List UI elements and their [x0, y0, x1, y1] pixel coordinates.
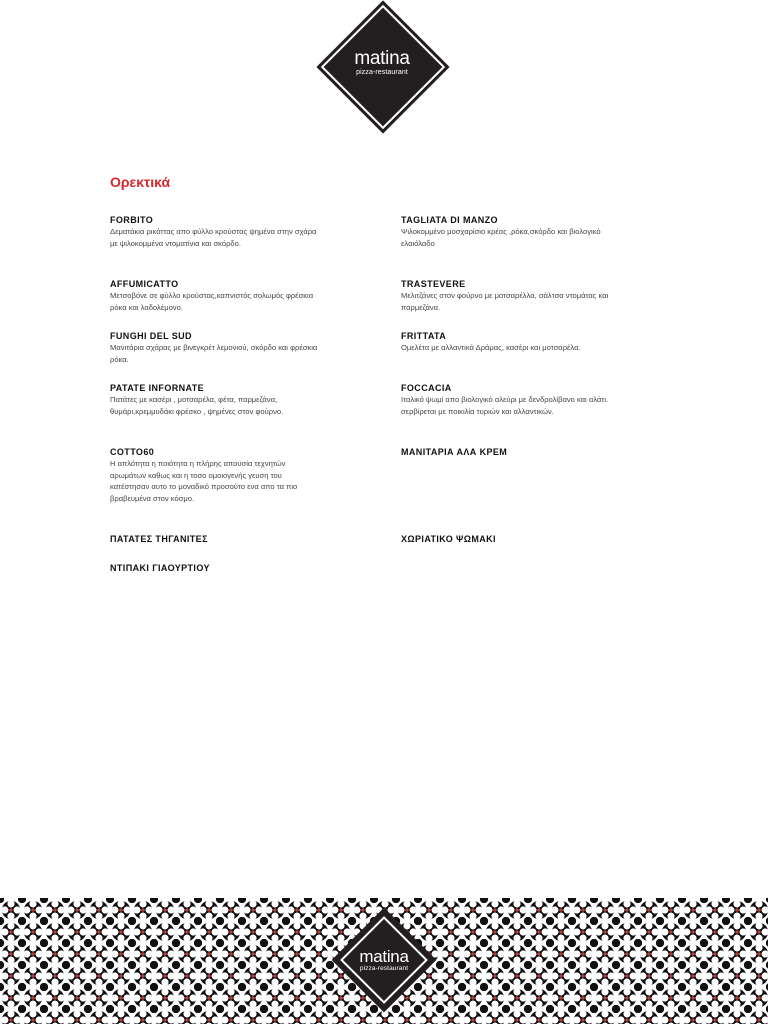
menu-item-forbito [110, 214, 320, 249]
menu-item-patates-tiganites [110, 533, 320, 545]
menu-item-affumicatto [110, 278, 320, 313]
menu-item-description: Μελιτζάνες στον φούρνο με μοτσαρέλλα, σάλτσα ντομάτας και παρμεζάνα. [401, 291, 609, 312]
menu-item-cotto60 [110, 446, 320, 504]
menu-item-name: FOCCACIA [401, 383, 452, 393]
menu-item-tagliata [401, 214, 611, 249]
menu-item-foccacia [401, 382, 611, 417]
menu-item-description: Ψιλοκομμένο μοσχαρίσιο κρέας ,ρόκα,σκόρδο και βιολογικό ελαιόλαδο [401, 227, 601, 248]
menu-item-description: Η απλότητα η ποιότητα η πλήρης απουσία τεχνητών αρωμάτων καθως και η τοσο ομοιογενής γευση του κατέστησαν αυτο το μοναδικό προσούτο ενα απο τα πιο βραβευμένα στον κόσμο. [110, 459, 298, 503]
menu-item-name: TRASTEVERE [401, 279, 466, 289]
menu-item-patate-infornate [110, 382, 320, 417]
logo-name: matina [354, 48, 410, 69]
logo-text [330, 50, 434, 77]
menu-item-description: Πατάτες με κασέρι , μοτσαρέλα, φέτα, παρμεζάνα, θυμάρι,κρεμμυδάκι φρέσκο , ψημένες στον φούρνο. [110, 395, 284, 416]
menu-item-name: PATATE INFORNATE [110, 383, 205, 393]
menu-item-description: Μετσοβόνε σε φύλλο κρούστας,καπνιστός σολωμός φρέσκια ρόκα και λαδολέμονο. [110, 291, 314, 312]
footer-logo-tagline: pizza-restaurant [359, 965, 409, 972]
logo-tagline: pizza-restaurant [356, 69, 408, 76]
menu-item-trastevere [401, 278, 611, 313]
menu-item-name: ΜΑΝΙΤΑΡΙΑ ΑΛΑ ΚΡΕΜ [401, 447, 508, 457]
menu-item-name: TAGLIATA DI MANZO [401, 215, 498, 225]
menu-item-ntipaki-giaourtiou [110, 562, 320, 574]
menu-item-funghi [110, 330, 320, 365]
menu-item-name: FORBITO [110, 215, 154, 225]
section-title: Ορεκτικά [110, 174, 171, 190]
menu-item-description: Δεματάκια ρικόττας απο φύλλο κρούστας ψημένα στην σχάρα με ψιλοκομμένα ντοματίνια και σκόρδο. [110, 227, 317, 248]
menu-item-name: ΝΤΙΠΑΚΙ ΓΙΑΟΥΡΤΙΟΥ [110, 563, 210, 573]
menu-item-name: AFFUMICATTO [110, 279, 179, 289]
menu-item-frittata [401, 330, 611, 354]
menu-item-description: Ομελέτα με αλλαντικά Δράμας, κασέρι και μοτσαρέλα. [401, 343, 581, 352]
menu-item-name: FUNGHI DEL SUD [110, 331, 192, 341]
menu-item-name: FRITTATA [401, 331, 447, 341]
menu-item-choriatiko-psomaki [401, 533, 611, 545]
menu-item-description: Ιταλικό ψωμί απο βιολογικό αλεύρι με δενδρολίβανο και αλάτι. σερβίρεται με ποικιλία τυριών και αλλαντικών. [401, 395, 609, 416]
footer-logo-name: matina [359, 947, 409, 966]
menu-item-name: ΠΑΤΑΤΕΣ ΤΗΓΑΝΙΤΕΣ [110, 534, 208, 544]
footer-logo-text [334, 949, 434, 973]
menu-item-name: ΧΩΡΙΑΤΙΚΟ ΨΩΜΑΚΙ [401, 534, 496, 544]
menu-item-description: Μανιτάρια σχάρας με βινεγκρέτ λεμονιού, σκόρδο και φρέσκια ρόκα. [110, 343, 318, 364]
menu-item-manitaria-ala-krem [401, 446, 611, 458]
menu-item-name: COTTO60 [110, 447, 155, 457]
